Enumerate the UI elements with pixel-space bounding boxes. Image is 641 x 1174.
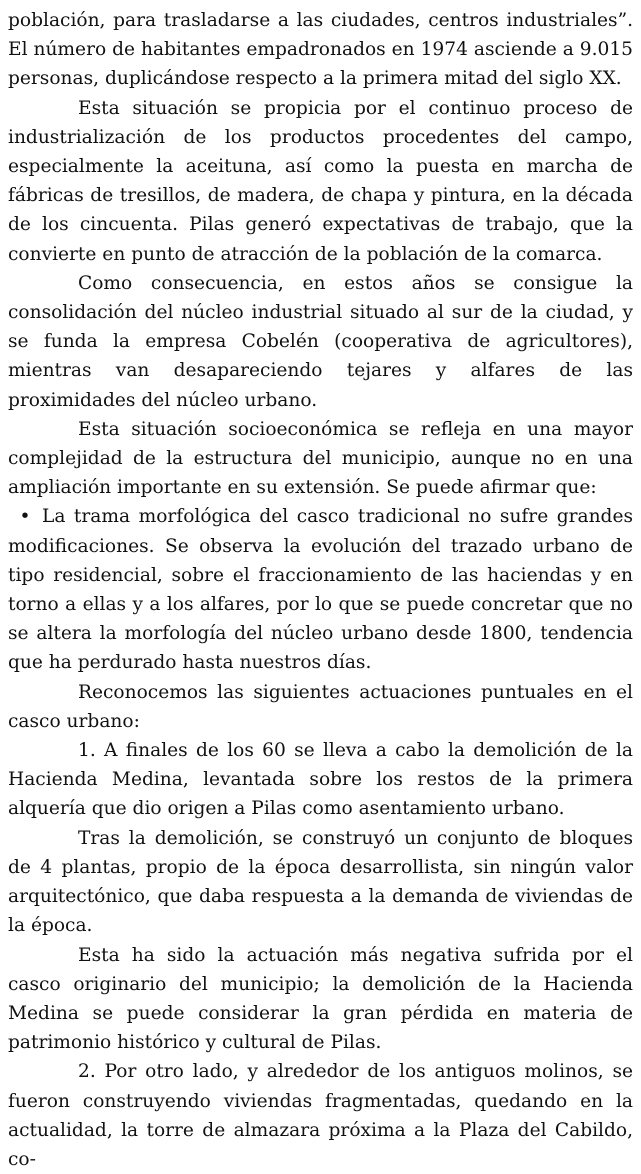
paragraph-2: Esta situación se propicia por el continuo proceso de industrialización de los productos procedentes del campo, especialmente la aceituna, así como la puesta en marcha de fábricas de tresillos, de madera, de chapa y pintura, en la década de los cincuenta. Pilas generó expectativas de trabajo, que la convierte en punto de atracción de la población de la comarca. <box>8 97 633 265</box>
bullet-text: La trama morfológica del casco tradicional no sufre grandes modificaciones. Se observa la evolución del trazado urbano de tipo residencial, sobre el fraccionamiento de las haciendas y en torno a ellas y a los alfares, por lo que se puede concretar que no se altera la morfología del núcleo urbano desde 1800, tendencia que ha perdurado hasta nuestros días. <box>8 506 633 674</box>
bullet-item <box>8 502 633 677</box>
paragraph-6: Reconocemos las siguientes actuaciones puntuales en el casco urbano: <box>8 681 633 732</box>
paragraph-8: Tras la demolición, se construyó un conjunto de bloques de 4 plantas, propio de la época desarrollista, sin ningún valor arquitectónico, que daba respuesta a la demanda de viviendas de la época. <box>8 827 633 937</box>
paragraph-10: 2. Por otro lado, y alrededor de los antiguos molinos, se fueron construyendo viviendas fragmentadas, quedando en la actualidad, la torre de almazara próxima a la Plaza del Cabildo, co- <box>8 1061 633 1170</box>
paragraph-7: 1. A finales de los 60 se lleva a cabo la demolición de la Hacienda Medina, levantada sobre los restos de la primera alquería que dio origen a Pilas como asentamiento urbano. <box>8 740 633 820</box>
paragraph-3: Como consecuencia, en estos años se consigue la consolidación del núcleo industrial situado al sur de la ciudad, y se funda la empresa Cobelén (cooperativa de agricultores), mientras van desapareciendo tejares y alfares de las proximidades del núcleo urbano. <box>8 272 633 411</box>
paragraph-9: Esta ha sido la actuación más negativa sufrida por el casco originario del municipio; la demolición de la Hacienda Medina se puede considerar la gran pérdida en materia de patrimonio histórico y cultural de Pilas. <box>8 944 633 1054</box>
paragraph-1: población, para trasladarse a las ciudades, centros industriales”. El número de habitantes empadronados en 1974 asciende a 9.015 personas, duplicándose respecto a la primera mitad del siglo XX. <box>8 10 633 90</box>
paragraph-4: Esta situación socioeconómica se refleja en una mayor complejidad de la estructura del municipio, aunque no en una ampliación importante en su extensión. Se puede afirmar que: <box>8 418 633 499</box>
bullet-marker: • <box>19 506 31 528</box>
